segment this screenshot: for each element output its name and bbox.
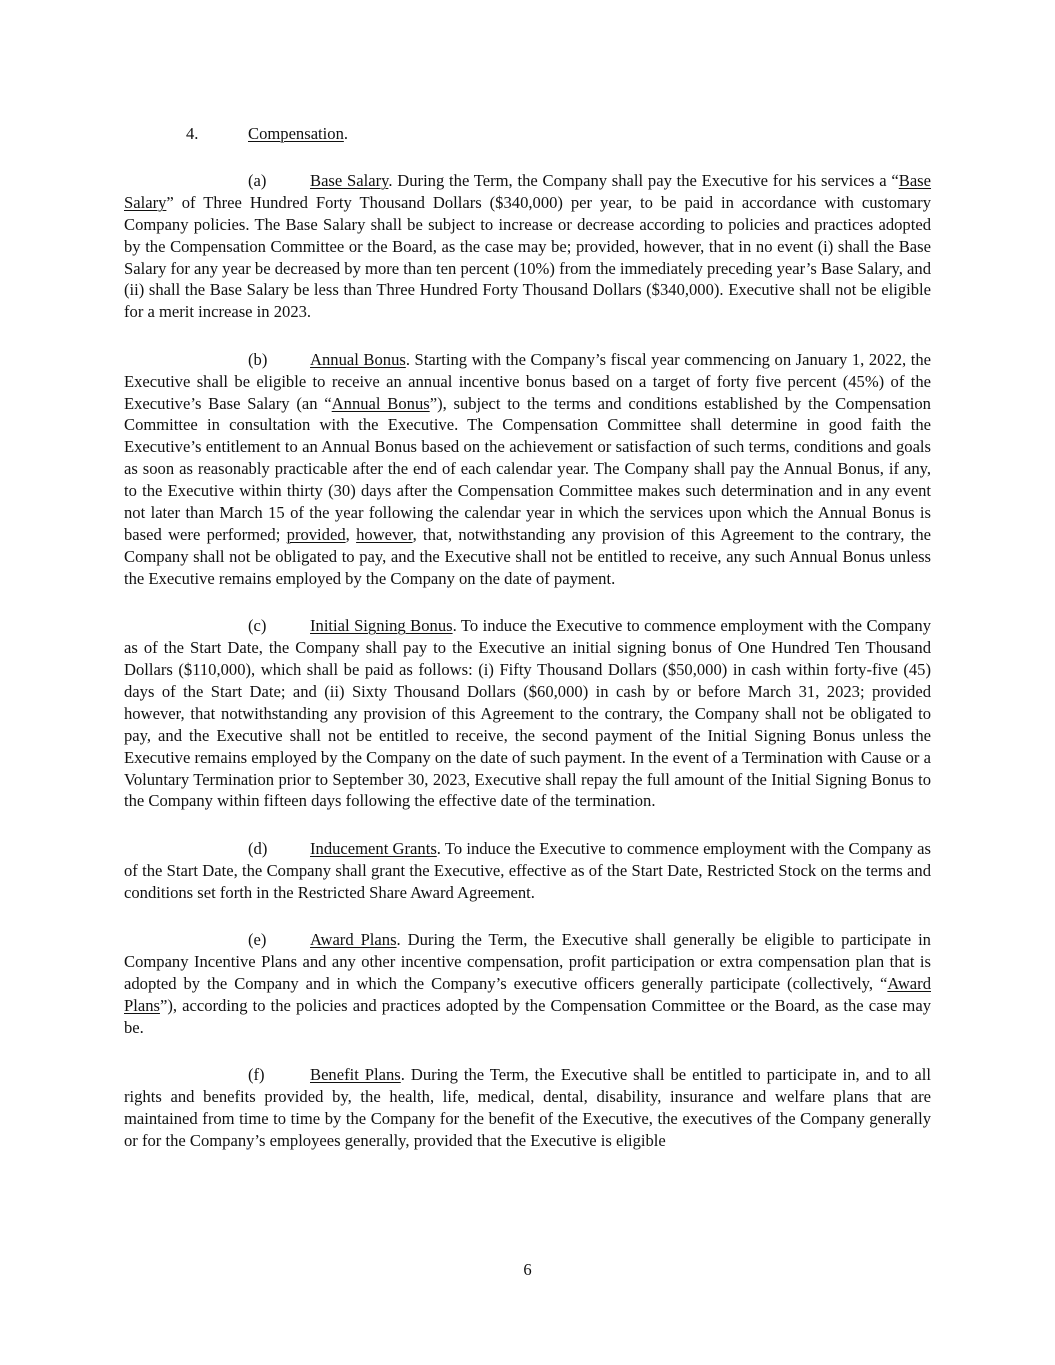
clause-label: (e) <box>248 930 267 950</box>
clause-paragraph <box>124 838 931 904</box>
section-heading <box>124 123 931 145</box>
clause-paragraph <box>124 170 931 323</box>
clause-text: . Starting with the Company’s fiscal year commencing on January 1, 2022, the Executive shall be eligible to receive an annual incentive bonus based on a target of forty five percent (45%) of the Executive’s Base Salary (an “ <box>124 349 931 413</box>
clause-text: . During the Term, the Executive shall be entitled to participate in, and to all rights and benefits provided by, the health, life, medical, dental, disability, insurance and welfare plans that are maintained from time to time by the Company for the benefit of the Executive, the executives of the Company generally or for the Company’s employees generally, provided that the Executive is eligible <box>124 1065 932 1150</box>
clause-label: (a) <box>248 170 267 190</box>
clause-text: , <box>345 525 357 544</box>
clause-paragraph <box>124 615 931 812</box>
clause-paragraph <box>124 1064 931 1152</box>
clause-heading: Benefit Plans <box>310 1065 401 1085</box>
defined-term: Base Salary <box>124 170 932 212</box>
defined-term: Award Plans <box>124 973 931 1015</box>
clause-heading: Annual Bonus <box>310 349 406 369</box>
clause-text: ” of Three Hundred Forty Thousand Dollars ($340,000) per year, to be paid in accordance with customary Company policies. The Base Salary shall be subject to increase or decrease according to policies and practices adopted by the Compensation Committee or the Board, as the case may be; provided, however, that in no event (i) shall the Base Salary for any year be decreased by more than ten percent (10%) from the immediately preceding year’s Base Salary, and (ii) shall the Base Salary be less than Three Hundred Forty Thousand Dollars ($340,000). Executive shall not be eligible for a merit increase in 2023. <box>124 192 931 322</box>
defined-term: Annual Bonus <box>331 393 430 413</box>
clause-text: . During the Term, the Executive shall generally be eligible to participate in Company Incentive Plans and any other incentive compensation, profit participation or extra compensation plan that is adopted by the Company and in which the Company’s executive officers generally participate (collectively, “ <box>124 930 931 993</box>
clause-paragraph <box>124 929 931 1039</box>
clause-text: . To induce the Executive to commence employment with the Company as of the Start Date, the Company shall pay to the Executive an initial signing bonus of One Hundred Ten Thousand Dollars ($110,000), which shall be paid as follows: (i) Fifty Thousand Dollars ($50,000) in cash within forty-five (45) days of the Start Date; and (ii) Sixty Thousand Dollars ($60,000) in cash by or before March 31, 2023; provided however, that notwithstanding any provision of this Agreement to the contrary, the Company shall not be obligated to pay, and the Executive shall not be entitled to receive, the second payment of the Initial Signing Bonus unless the Executive remains employed by the Company on the date of such payment. In the event of a Termination with Cause or a Voluntary Termination prior to September 30, 2023, Executive shall repay the full amount of the Initial Signing Bonus to the Company within fifteen days following the effective date of the termination. <box>124 616 932 811</box>
paragraph-list <box>124 170 931 1152</box>
page-number: 6 <box>523 1260 532 1279</box>
section-number: 4. <box>186 124 199 143</box>
section-title: Compensation <box>248 124 344 143</box>
clause-text: . During the Term, the Company shall pay the Executive for his services a “ <box>388 170 899 190</box>
clause-heading: Award Plans <box>310 930 397 950</box>
clause-heading: Initial Signing Bonus <box>310 616 453 636</box>
clause-heading: Inducement Grants <box>310 838 437 858</box>
clause-label: (d) <box>248 838 268 858</box>
clause-paragraph <box>124 349 931 590</box>
clause-label: (f) <box>248 1065 265 1085</box>
section-title-suffix: . <box>343 124 349 143</box>
document-page <box>124 123 931 1177</box>
clause-label: (b) <box>248 349 268 369</box>
clause-text: ”), according to the policies and practices adopted by the Compensation Committee or the Board, as the case may be. <box>124 995 931 1037</box>
defined-term: provided <box>286 525 346 544</box>
clause-text: . To induce the Executive to commence employment with the Company as of the Start Date, the Company shall grant the Executive, effective as of the Start Date, Restricted Stock on the terms and conditions set forth in the Restricted Share Award Agreement. <box>124 838 932 902</box>
clause-text: , that, notwithstanding any provision of this Agreement to the contrary, the Company shall not be obligated to pay, and the Executive shall not be entitled to receive, any such Annual Bonus unless the Executive remains employed by the Company on the date of payment. <box>124 525 931 588</box>
clause-text: ”), subject to the terms and conditions established by the Compensation Committee in consultation with the Executive. The Compensation Committee shall determine in good faith the Executive’s entitlement to an Annual Bonus based on the achievement or satisfaction of such terms, conditions and goals as soon as reasonably practicable after the end of each calendar year. The Company shall pay the Annual Bonus, if any, to the Executive within thirty (30) days after the Compensation Committee makes such determination and in any event not later than March 15 of the year following the calendar year in which the services upon which the Annual Bonus is based were performed; <box>124 393 931 544</box>
clause-heading: Base Salary <box>310 170 389 190</box>
defined-term: however <box>356 525 413 544</box>
clause-label: (c) <box>248 616 267 636</box>
